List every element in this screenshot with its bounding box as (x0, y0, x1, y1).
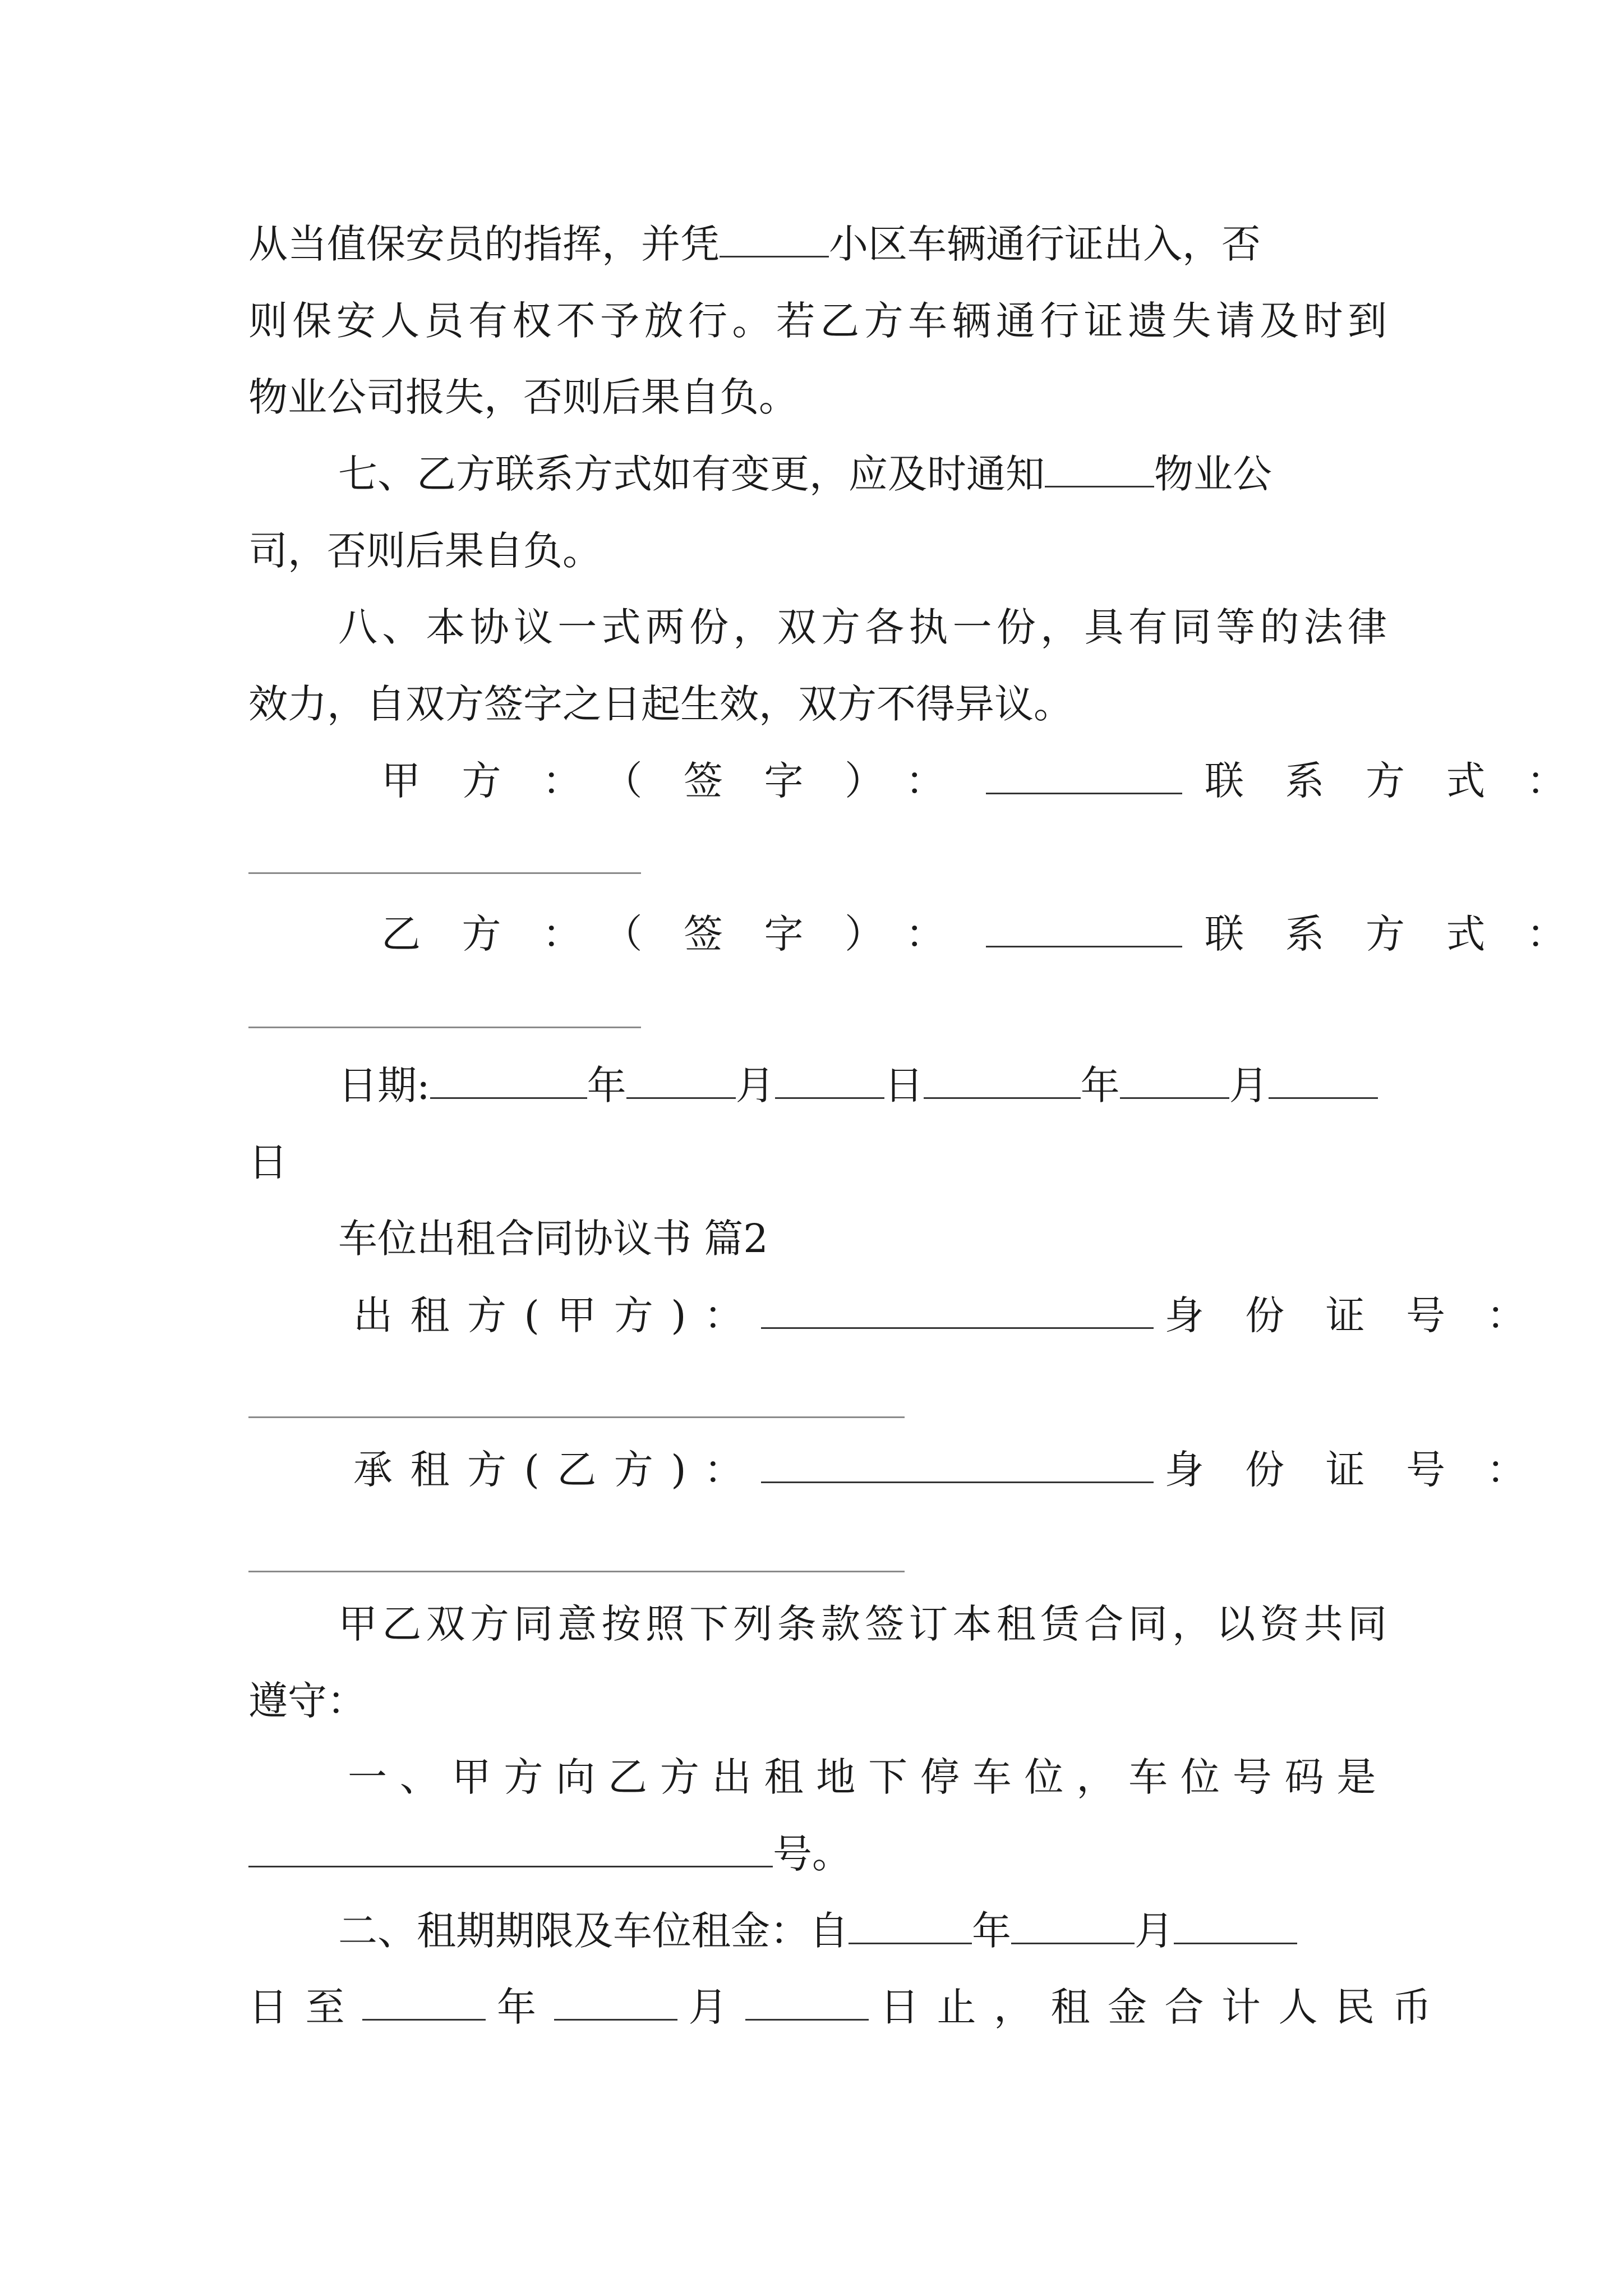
lessor-id-blank (248, 1416, 905, 1418)
clause2-month: 月 (1135, 1908, 1174, 1954)
date-blank-5 (1120, 1064, 1229, 1099)
date-line (338, 1057, 1387, 1114)
date-blank-4 (924, 1064, 1081, 1099)
lessee-id-label: 身份证号： (1164, 1447, 1567, 1493)
clause2-blank-1 (849, 1909, 972, 1944)
clause2-blank-2 (1011, 1909, 1135, 1944)
date-month-2: 月 (1229, 1062, 1269, 1108)
clause2-text-a: 二、租期期限及车位租金：自 (338, 1908, 849, 1954)
date-blank-6 (1269, 1064, 1378, 1099)
party-b-sign-blank (986, 912, 1182, 947)
agreement-line2: 遵守： (248, 1678, 366, 1724)
clause2-blank-4 (362, 1985, 486, 2021)
clause2-line1 (338, 1903, 1387, 1959)
clause7-text-b: 物业公 (1154, 451, 1272, 497)
party-b-sign-label: 乙方：（签字）： (381, 911, 986, 957)
clause6-line1 (248, 216, 1387, 272)
lessor-id-label: 身份证号： (1164, 1292, 1567, 1338)
party-a-contact-label: 联系方式： (1205, 758, 1607, 804)
clause2-month-2: 月 (688, 1984, 745, 2030)
clause7-line1 (338, 446, 1387, 502)
agreement-line1: 甲乙双方同意按照下列条款签订本租赁合同，以资共同 (338, 1601, 1387, 1647)
date-year-2: 年 (1080, 1062, 1120, 1108)
clause8-line1: 八、本协议一式两份，双方各执一份，具有同等的法律 (338, 604, 1387, 650)
clause2-blank-6 (745, 1985, 869, 2021)
clause6-line2: 则保安人员有权不予放行。若乙方车辆通行证遗失请及时到 (248, 298, 1387, 344)
clause2-blank-3 (1174, 1909, 1297, 1944)
signature-party-a (381, 753, 1607, 809)
clause6-text-a: 从当值保安员的指挥，并凭 (248, 221, 720, 267)
parking-number-blank (248, 1832, 773, 1867)
date-day-1: 日 (884, 1062, 924, 1108)
clause7-line2: 司，否则后果自负。 (248, 528, 602, 574)
date-month-1: 月 (735, 1062, 775, 1108)
clause1-suffix: 号。 (773, 1831, 851, 1877)
lessee-line (353, 1442, 1567, 1498)
party-a-sign-label: 甲方：（签字）： (381, 758, 986, 804)
blank-property-company (1045, 452, 1154, 487)
date-line-end: 日 (248, 1139, 288, 1185)
clause6-text-b: 小区车辆通行证出入，否 (829, 221, 1261, 267)
lessor-label: 出租方(甲方)： (353, 1292, 761, 1338)
party-a-contact-blank (248, 872, 641, 874)
lessee-name-blank (761, 1448, 1154, 1483)
clause2-year: 年 (972, 1908, 1011, 1954)
date-blank-2 (626, 1064, 736, 1099)
lessor-line (353, 1287, 1567, 1343)
party-b-contact-blank (248, 1027, 641, 1028)
clause6-line3: 物业公司报失，否则后果自负。 (248, 374, 798, 420)
party-a-sign-blank (986, 759, 1182, 794)
clause7-text-a: 七、乙方联系方式如有变更，应及时通知 (338, 451, 1045, 497)
lessor-name-blank (761, 1294, 1154, 1329)
clause2-blank-5 (554, 1985, 677, 2021)
date-blank-3 (775, 1064, 884, 1099)
date-blank-1 (430, 1064, 587, 1099)
date-year-1: 年 (587, 1062, 626, 1108)
section2-title: 车位出租合同协议书 篇2 (338, 1216, 768, 1262)
lessee-label: 承租方(乙方)： (353, 1447, 761, 1493)
lessee-id-blank (248, 1571, 905, 1572)
signature-party-b (381, 906, 1607, 962)
clause1-line2 (248, 1826, 1387, 1882)
clause2-year-2: 年 (497, 1984, 554, 2030)
clause2-line2 (248, 1979, 1449, 2035)
clause2-text-b: 日至 (248, 1984, 362, 2030)
blank-community-name (720, 222, 829, 257)
clause2-text-c: 日止，租金合计人民币 (880, 1984, 1449, 2030)
party-b-contact-label: 联系方式： (1205, 911, 1607, 957)
clause1-line1: 一、甲方向乙方出租地下停车位，车位号码是 (348, 1754, 1387, 1800)
clause8-line2: 效力，自双方签字之日起生效，双方不得异议。 (248, 681, 1073, 727)
date-label: 日期: (338, 1062, 430, 1108)
